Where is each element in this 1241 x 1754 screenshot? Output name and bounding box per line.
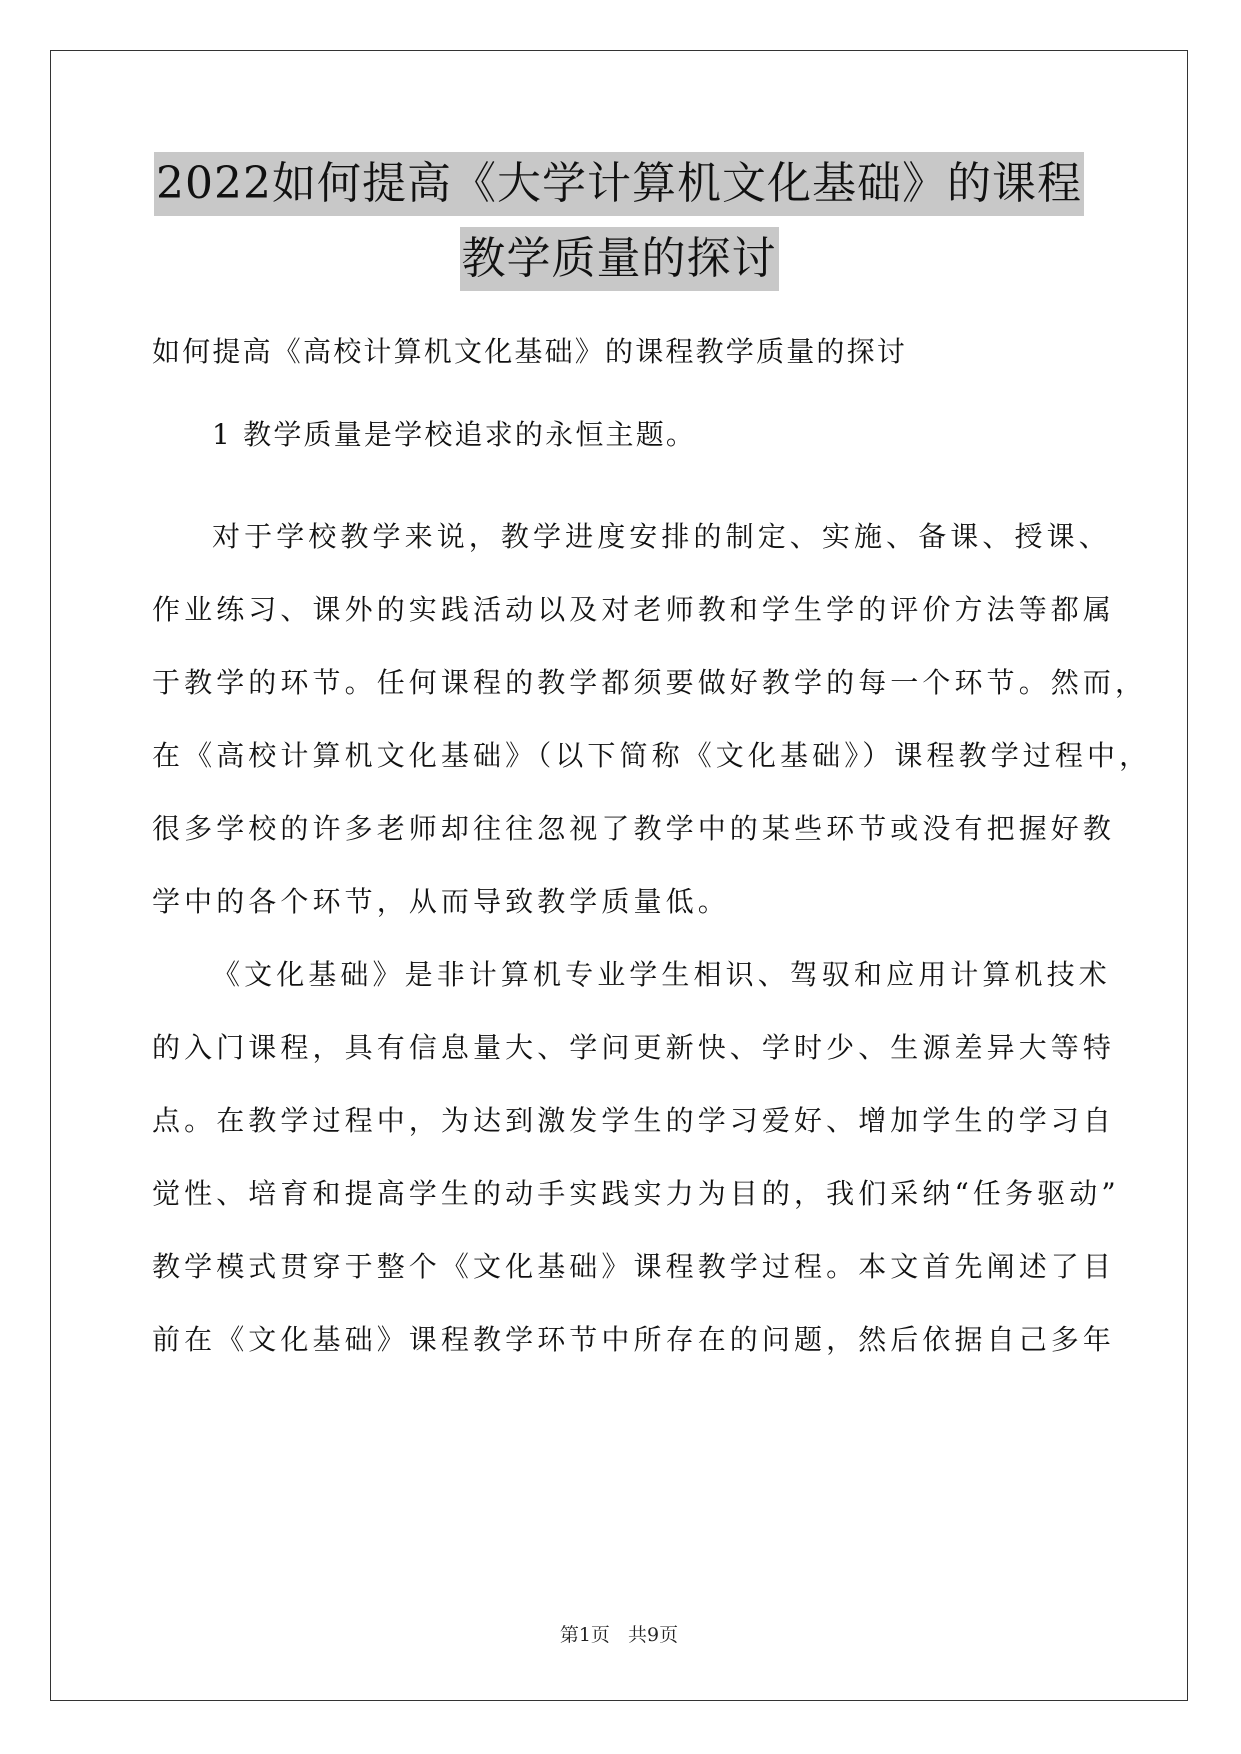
paragraph-1-line-3: 于教学的环节。任何课程的教学都须要做好教学的每一个环节。然而， — [152, 666, 1148, 699]
paragraph-1-line-6: 学中的各个环节，从而导致教学质量低。 — [152, 885, 730, 918]
paragraph-2-line-5: 教学模式贯穿于整个《文化基础》课程教学过程。本文首先阐述了目 — [152, 1250, 1116, 1283]
paragraph-1-line-1: 对于学校教学来说，教学进度安排的制定、实施、备课、授课、 — [212, 520, 1111, 553]
paragraph-1-line-2: 作业练习、课外的实践活动以及对老师教和学生学的评价方法等都属 — [152, 593, 1116, 626]
paragraph-2-line-1: 《文化基础》是非计算机专业学生相识、驾驭和应用计算机技术 — [212, 958, 1111, 991]
paragraph-1-line-5: 很多学校的许多老师却往往忽视了教学中的某些环节或没有把握好教 — [152, 812, 1116, 845]
document-title — [50, 152, 1188, 302]
page-number-footer: 第1页 共9页 — [559, 1624, 679, 1646]
paragraph-1-line-4: 在《高校计算机文化基础》（以下简称《文化基础》）课程教学过程中， — [152, 739, 1152, 772]
title-line-1: 2022如何提高《大学计算机文化基础》的课程 — [154, 152, 1084, 216]
title-line-2: 教学质量的探讨 — [460, 227, 779, 291]
paragraph-2-line-4: 觉性、培育和提高学生的动手实践实力为目的，我们采纳“任务驱动” — [152, 1177, 1120, 1210]
paragraph-2-line-2: 的入门课程，具有信息量大、学问更新快、学时少、生源差异大等特 — [152, 1031, 1116, 1064]
section-heading: 1 教学质量是学校追求的永恒主题。 — [212, 418, 697, 451]
paragraph-2-line-3: 点。在教学过程中，为达到激发学生的学习爱好、增加学生的学习自 — [152, 1104, 1116, 1137]
paragraph-2-line-6: 前在《文化基础》课程教学环节中所存在的问题，然后依据自己多年 — [152, 1323, 1116, 1356]
document-subtitle: 如何提高《高校计算机文化基础》的课程教学质量的探讨 — [152, 335, 908, 368]
